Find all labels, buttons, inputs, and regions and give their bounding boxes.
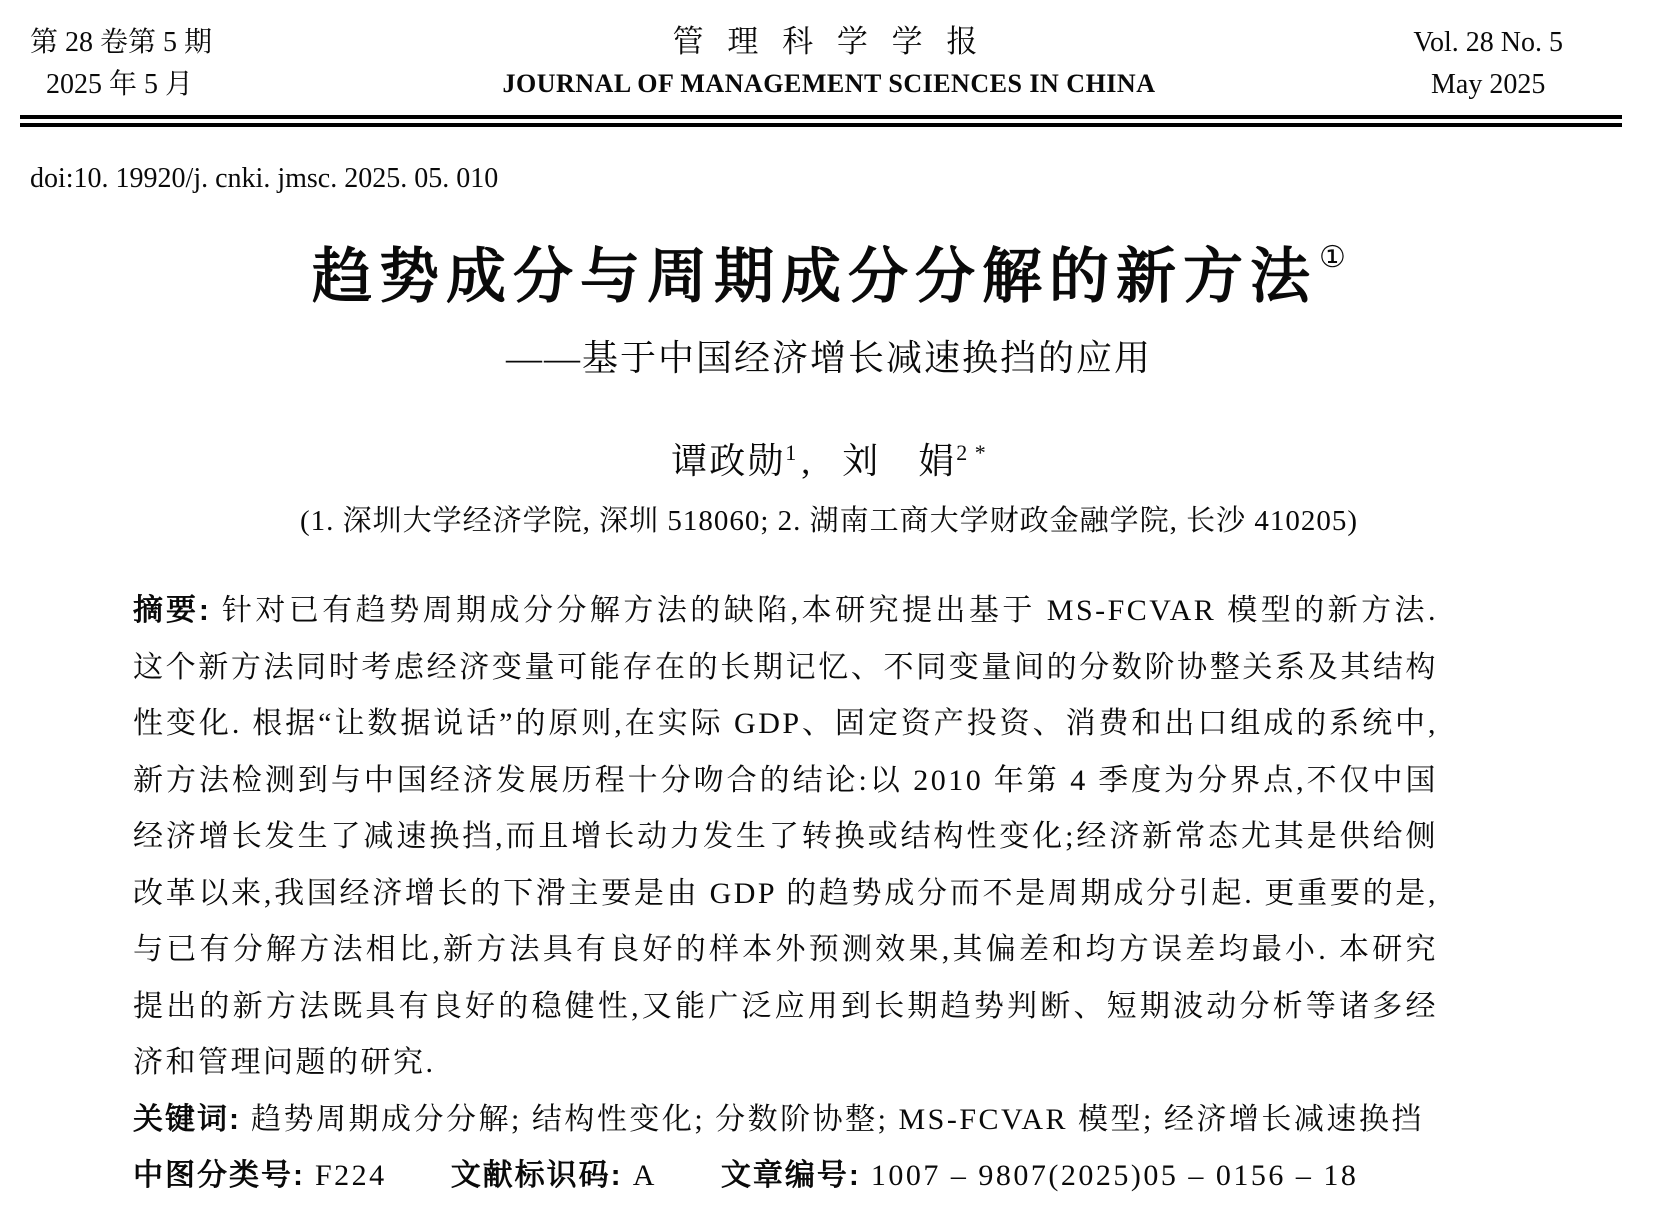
article-title-text: 趋势成分与周期成分分解的新方法 [312,243,1318,310]
classification-line [133,1148,1438,1205]
clc-label: 中图分类号: [133,1159,305,1192]
doc-code-segment [451,1159,657,1192]
journal-running-head [0,0,1658,106]
front-matter-block [133,583,1438,1205]
keywords-line [133,1092,1438,1149]
clc-value: F224 [315,1159,387,1192]
doc-code-label: 文献标识码: [450,1159,623,1192]
issue-date-en: May 2025 [1431,69,1546,100]
article-title [0,239,1658,314]
authors-line [0,433,1658,484]
doi-line: doi:10. 19920/j. cnki. jmsc. 2025. 05. 010 [30,163,499,194]
author-1-name: 谭政勋 [671,441,786,481]
author-1-affmark: 1 [785,440,798,465]
article-no-segment [721,1159,1358,1192]
header-divider-rule [20,115,1622,127]
affiliation-line: (1. 深圳大学经济学院, 深圳 518060; 2. 湖南工商大学财政金融学院, 长沙 410205) [299,505,1359,537]
article-no-label: 文章编号: [720,1159,861,1192]
keywords-text: 趋势周期成分分解; 结构性变化; 分数阶协整; MS-FCVAR 模型; 经济增长减速换挡 [251,1102,1424,1136]
abstract-label: 摘要: [133,594,211,627]
abstract-paragraph [133,583,1438,1092]
keywords-label: 关键词: [133,1102,241,1136]
journal-name-cn: 管 理 科 学 学 报 [672,24,986,59]
author-2-name: 刘 娟 [842,441,957,481]
journal-name-block [0,20,1658,104]
authors-separator: , [801,441,813,481]
volume-issue-en: Vol. 28 No. 5 [1413,27,1563,58]
journal-name-en: JOURNAL OF MANAGEMENT SCIENCES IN CHINA [502,69,1156,98]
title-footnote-mark: ① [1319,241,1346,274]
author-2-affmark: 2 * [956,440,987,465]
volume-issue-cn: 第 28 卷第 5 期 [30,27,213,58]
article-no-value: 1007 – 9807(2025)05 – 0156 – 18 [870,1159,1359,1192]
article-subtitle: ——基于中国经济增长减速换挡的应用 [505,338,1152,378]
issue-date-cn: 2025 年 5 月 [46,69,194,100]
abstract-text: 针对已有趋势周期成分分解方法的缺陷,本研究提出基于 MS-FCVAR 模型的新方法. 这个新方法同时考虑经济变量可能存在的长期记忆、不同变量间的分数阶协整关系及其结构性变化. 根据“让数据说话”的原则,在实际 GDP、固定资产投资、消费和出口组成的系统中,新方法检测到与中国经济发展历程十分吻合的结论:以 2010 年第 4 季度为分界点,不仅中国经济增长发生了减速换挡,而且增长动力发生了转换或结构性变化;经济新常态尤其是供给侧改革以来,我国经济增长的下滑主要是由 GDP 的趋势成分而不是周期成分引起. 更重要的是,与已有分解方法相比,新方法具有良好的样本外预测效果,其偏差和均方误差均最小. 本研究提出的新方法既具有良好的稳健性,又能广泛应用到长期趋势判断、短期波动分析等诸多经济和管理问题的研究. [133,594,1438,1079]
clc-segment [133,1159,387,1192]
doc-code-value: A [632,1159,657,1192]
